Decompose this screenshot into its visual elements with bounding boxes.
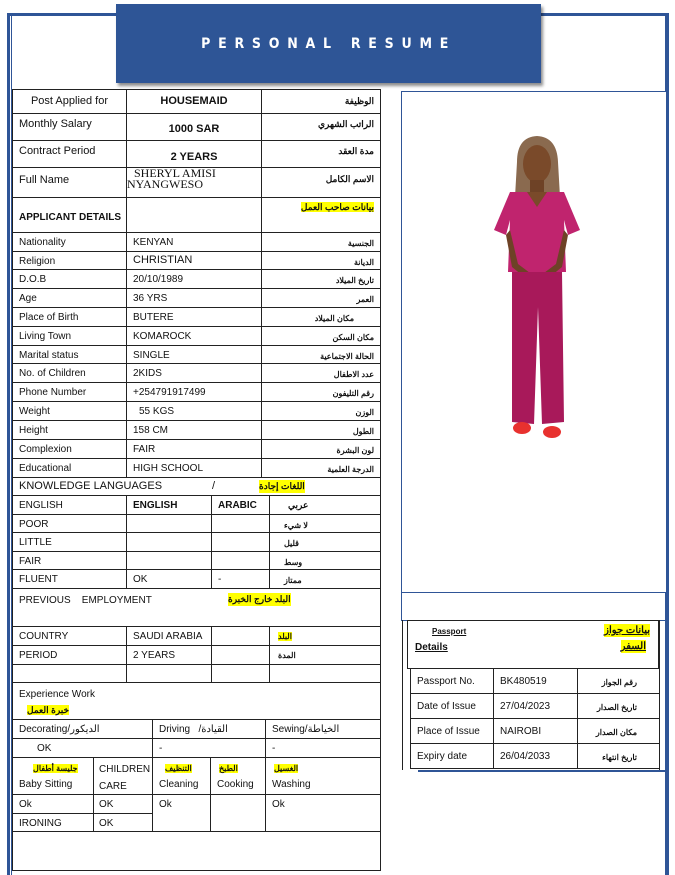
languages-header: KNOWLEDGE LANGUAGES [19,480,163,492]
religion-value: CHRISTIAN [126,251,262,270]
skill-ironing-label: IRONING [12,813,94,832]
employment-country-arabic-cell [269,626,381,646]
nationality-label: Nationality [12,232,127,252]
applicant-details-arabic-cell [261,197,381,233]
lang-poor-arabic [211,514,270,533]
height-arabic: الطول [261,420,381,440]
weight-arabic: الوزن [261,401,381,421]
contract-period-arabic: مدة العقد [261,140,381,168]
living-town-arabic: مكان السكن [261,326,381,346]
passport-underline [418,770,668,772]
skill-decorating-label: Decorating/الديكور [12,719,153,739]
full-name-line2: NYANGWESO [127,177,203,191]
lang-fair-english [126,551,212,570]
d-o-b-label: D.O.B [12,269,127,289]
employment-country-extra [211,626,270,646]
place-of-birth-label: Place of Birth [12,307,127,327]
employment-period-arabic-cell [269,645,381,665]
passport-place-of-issue-value: NAIROBI [493,718,578,744]
skill-cooking-value [210,794,266,832]
employment-empty-arabic-cell [269,664,381,683]
passport-header [407,620,659,669]
religion-arabic: الديانة [261,251,381,270]
post-applied-arabic: الوظيفة [261,89,381,114]
employment-period-arabic: المدة [278,651,296,660]
post-applied-label: Post Applied for [12,89,127,114]
passport-passport-no-label: Passport No. [410,668,494,694]
no-of-children-arabic: عدد الاطفال [261,363,381,383]
passport-expiry-date-value: 26/04/2033 [493,743,578,769]
no-of-children-value: 2KIDS [126,363,262,383]
skill-washing-arabic: الغسيل [274,764,299,773]
lang-little-level: LITTLE [12,532,127,552]
employment-country-value: SAUDI ARABIA [126,626,212,646]
skill-childcare-label-cell [93,757,153,795]
employment-empty-extra [211,664,270,683]
living-town-label: Living Town [12,326,127,346]
lang-little-level-arabic: قليل [269,532,381,552]
place-of-birth-value: BUTERE [126,307,262,327]
d-o-b-arabic: تاريخ الميلاد [261,269,381,289]
employment-period-extra [211,645,270,665]
age-value: 36 YRS [126,288,262,308]
age-label: Age [12,288,127,308]
marital-status-value: SINGLE [126,345,262,364]
nationality-arabic: الجنسية [261,232,381,252]
nationality-value: KENYAN [126,232,262,252]
employment-country-arabic: البلد [278,632,292,641]
passport-left-border [402,620,407,770]
lang-fluent-arabic: - [211,569,270,589]
skill-sewing-label: Sewing/الخياطة [265,719,381,739]
languages-header-row [12,477,381,496]
lang-little-arabic [211,532,270,552]
complexion-arabic: لون البشرة [261,439,381,459]
religion-label: Religion [12,251,127,270]
page-title: PERSONAL RESUME [201,35,456,52]
lang-fair-arabic [211,551,270,570]
lang-col-level: ENGLISH [12,495,127,515]
title-banner [116,4,541,83]
employment-header-arabic: البلد خارج الخبرة [228,594,291,604]
skill-babysitting-label: Baby Sitting [19,779,73,790]
employment-empty-label [12,664,127,683]
passport-title-arabic-line2: السفر [620,641,646,652]
d-o-b-value: 20/10/1989 [126,269,262,289]
employment-header-row [12,588,381,627]
skill-decorating-value: OK [12,738,153,758]
full-name-value [126,167,262,198]
passport-place-of-issue-arabic: مكان الصدار [577,718,660,744]
skill-cooking-label-cell [210,757,266,795]
employment-period-label: PERIOD [12,645,127,665]
educational-label: Educational [12,458,127,478]
applicant-details-value [126,197,262,233]
employment-empty-value [126,664,212,683]
skill-cooking-label: Cooking [217,779,254,790]
full-name-line1: SHERYL AMISI [134,167,216,180]
photo-frame [401,91,667,593]
full-name-arabic: الاسم الكامل [261,167,381,198]
employer-details-arabic: بيانات صاحب العمل [300,202,374,212]
lang-col-english: ENGLISH [126,495,212,515]
page-frame-left [7,13,10,875]
skill-childcare-label-line1: CHILDREN [99,764,151,775]
lang-little-english [126,532,212,552]
experience-header: Experience Work [19,689,95,700]
weight-value: 55 KGS [126,401,262,421]
passport-title-arabic-line1: بيانات جواز [604,625,650,636]
skill-babysitting-value: Ok [12,794,94,814]
languages-header-arabic: اللغات إجادة [259,481,305,491]
applicant-photo [472,132,602,452]
lang-poor-level-arabic: لا شيء [269,514,381,533]
lang-col-level-arabic: عربي [269,495,381,515]
contract-period-label: Contract Period [12,140,127,168]
lang-poor-english [126,514,212,533]
phone-number-arabic: رقم التليفون [261,382,381,402]
no-of-children-label: No. of Children [12,363,127,383]
lang-fair-level-arabic: وسط [269,551,381,570]
lang-poor-level: POOR [12,514,127,533]
applicant-details-label: APPLICANT DETAILS [12,197,127,233]
skill-ironing-value: OK [93,813,153,832]
skill-babysitting-label-cell [12,757,94,795]
full-name-label: Full Name [12,167,127,198]
skill-cleaning-label-cell [152,757,211,795]
skill-driving-value: - [152,738,266,758]
employment-header: PREVIOUS EMPLOYMENT [19,595,152,606]
lang-col-arabic: ARABIC [211,495,270,515]
skill-driving-label: Driving /القيادة [152,719,266,739]
skill-babysitting-arabic: جليسة أطفال [33,764,78,773]
skill-washing-label-cell [265,757,381,795]
employment-country-label: COUNTRY [12,626,127,646]
post-applied-value: HOUSEMAID [126,89,262,114]
complexion-value: FAIR [126,439,262,459]
lang-fair-level: FAIR [12,551,127,570]
passport-title-line2: Details [415,642,448,653]
bottom-empty-box [12,831,381,871]
experience-header-arabic: خبرة العمل [27,705,70,715]
passport-title-line1: Passport [432,627,467,636]
skill-sewing-value: - [265,738,381,758]
living-town-value: KOMAROCK [126,326,262,346]
passport-date-of-issue-arabic: تاريخ الصدار [577,693,660,719]
employment-period-value: 2 YEARS [126,645,212,665]
passport-expiry-date-arabic: تاريخ انتهاء [577,743,660,769]
skill-childcare-label-line2: CARE [99,781,127,792]
contract-period-value: 2 YEARS [126,140,262,168]
phone-number-label: Phone Number [12,382,127,402]
marital-status-arabic: الحالة الاجتماعية [261,345,381,364]
age-arabic: العمر [261,288,381,308]
educational-value: HIGH SCHOOL [126,458,262,478]
lang-fluent-level-arabic: ممتاز [269,569,381,589]
monthly-salary-value: 1000 SAR [126,113,262,141]
phone-number-value: +254791917499 [126,382,262,402]
passport-date-of-issue-label: Date of Issue [410,693,494,719]
passport-expiry-date-label: Expiry date [410,743,494,769]
place-of-birth-arabic: مكان الميلاد [261,307,381,327]
skill-childcare-value: OK [93,794,153,814]
passport-right-border [659,620,664,770]
languages-separator: / [212,480,216,492]
passport-passport-no-arabic: رقم الجواز [577,668,660,694]
lang-fluent-level: FLUENT [12,569,127,589]
marital-status-label: Marital status [12,345,127,364]
monthly-salary-label: Monthly Salary [12,113,127,141]
educational-arabic: الدرجة العلمية [261,458,381,478]
skill-washing-label: Washing [272,779,311,790]
experience-header-row [12,682,381,720]
passport-date-of-issue-value: 27/04/2023 [493,693,578,719]
monthly-salary-arabic: الراتب الشهري [261,113,381,141]
passport-place-of-issue-label: Place of Issue [410,718,494,744]
skill-washing-value: Ok [265,794,381,832]
skill-cooking-arabic: الطبخ [219,764,238,773]
passport-passport-no-value: BK480519 [493,668,578,694]
height-value: 158 CM [126,420,262,440]
complexion-label: Complexion [12,439,127,459]
lang-fluent-english: OK [126,569,212,589]
weight-label: Weight [12,401,127,421]
skill-cleaning-label: Cleaning [159,779,199,790]
photo-caption-box [401,593,667,621]
height-label: Height [12,420,127,440]
skill-cleaning-arabic: التنظيف [165,764,192,773]
skill-cleaning-value: Ok [152,794,211,832]
